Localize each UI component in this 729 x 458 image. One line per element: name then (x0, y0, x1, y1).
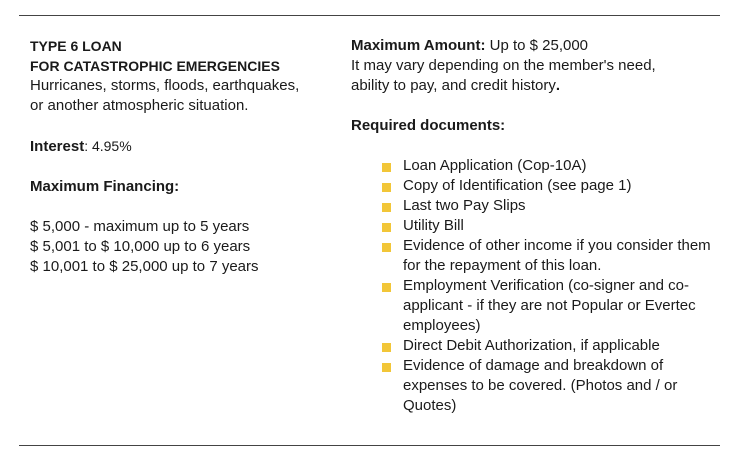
documents-list (351, 156, 721, 416)
document-label: Copy of Identification (see page 1) (403, 177, 632, 194)
list-item (382, 336, 721, 356)
square-bullet-icon (382, 163, 391, 172)
square-bullet-icon (382, 203, 391, 212)
requirements-column (351, 36, 721, 416)
max-amount-value: Up to $ 25,000 (485, 37, 589, 54)
document-label: Utility Bill (403, 217, 464, 234)
financing-heading: Maximum Financing: (30, 178, 180, 195)
financing-term: $ 10,001 to $ 25,000 up to 7 years (30, 258, 259, 275)
max-amount-note-line2 (351, 76, 721, 96)
documents-heading: Required documents: (351, 117, 506, 134)
bottom-divider (19, 445, 720, 446)
financing-term: $ 5,001 to $ 10,000 up to 6 years (30, 238, 251, 255)
list-item (382, 216, 721, 236)
loan-description-line1: Hurricanes, storms, floods, earthquakes, (30, 77, 300, 94)
list-item (382, 356, 721, 416)
square-bullet-icon (382, 283, 391, 292)
list-item (382, 176, 721, 196)
loan-title-line1: TYPE 6 LOAN (30, 38, 122, 54)
financing-term: $ 5,000 - maximum up to 5 years (30, 218, 250, 235)
square-bullet-icon (382, 343, 391, 352)
max-amount (351, 36, 721, 56)
max-amount-label: Maximum Amount: (351, 37, 486, 54)
loan-description-line2: or another atmospheric situation. (30, 97, 249, 114)
loan-info-column (30, 36, 340, 277)
interest-label: Interest (30, 138, 85, 155)
square-bullet-icon (382, 183, 391, 192)
square-bullet-icon (382, 363, 391, 372)
document-label: Evidence of damage and breakdown of expenses to be covered. (Photos and / or Quotes) (403, 357, 678, 414)
square-bullet-icon (382, 243, 391, 252)
interest-value: : 4.95% (84, 138, 132, 154)
list-item (382, 276, 721, 336)
list-item (382, 196, 721, 216)
loan-title-line2: FOR CATASTROPHIC EMERGENCIES (30, 58, 280, 74)
document-label: Loan Application (Cop-10A) (403, 157, 587, 174)
note-text: ability to pay, and credit history (351, 77, 556, 94)
max-amount-note-line1: It may vary depending on the member's need, (351, 57, 656, 74)
document-label: Direct Debit Authorization, if applicable (403, 337, 660, 354)
document-label: Employment Verification (co-signer and co-applicant - if they are not Popular or Evertec employees) (403, 277, 696, 334)
list-item (382, 156, 721, 176)
list-item (382, 236, 721, 276)
square-bullet-icon (382, 223, 391, 232)
note-period: . (555, 77, 560, 94)
top-divider (19, 15, 720, 16)
document-label: Evidence of other income if you consider them for the repayment of this loan. (403, 237, 711, 274)
interest-rate (30, 136, 340, 157)
document-label: Last two Pay Slips (403, 197, 526, 214)
